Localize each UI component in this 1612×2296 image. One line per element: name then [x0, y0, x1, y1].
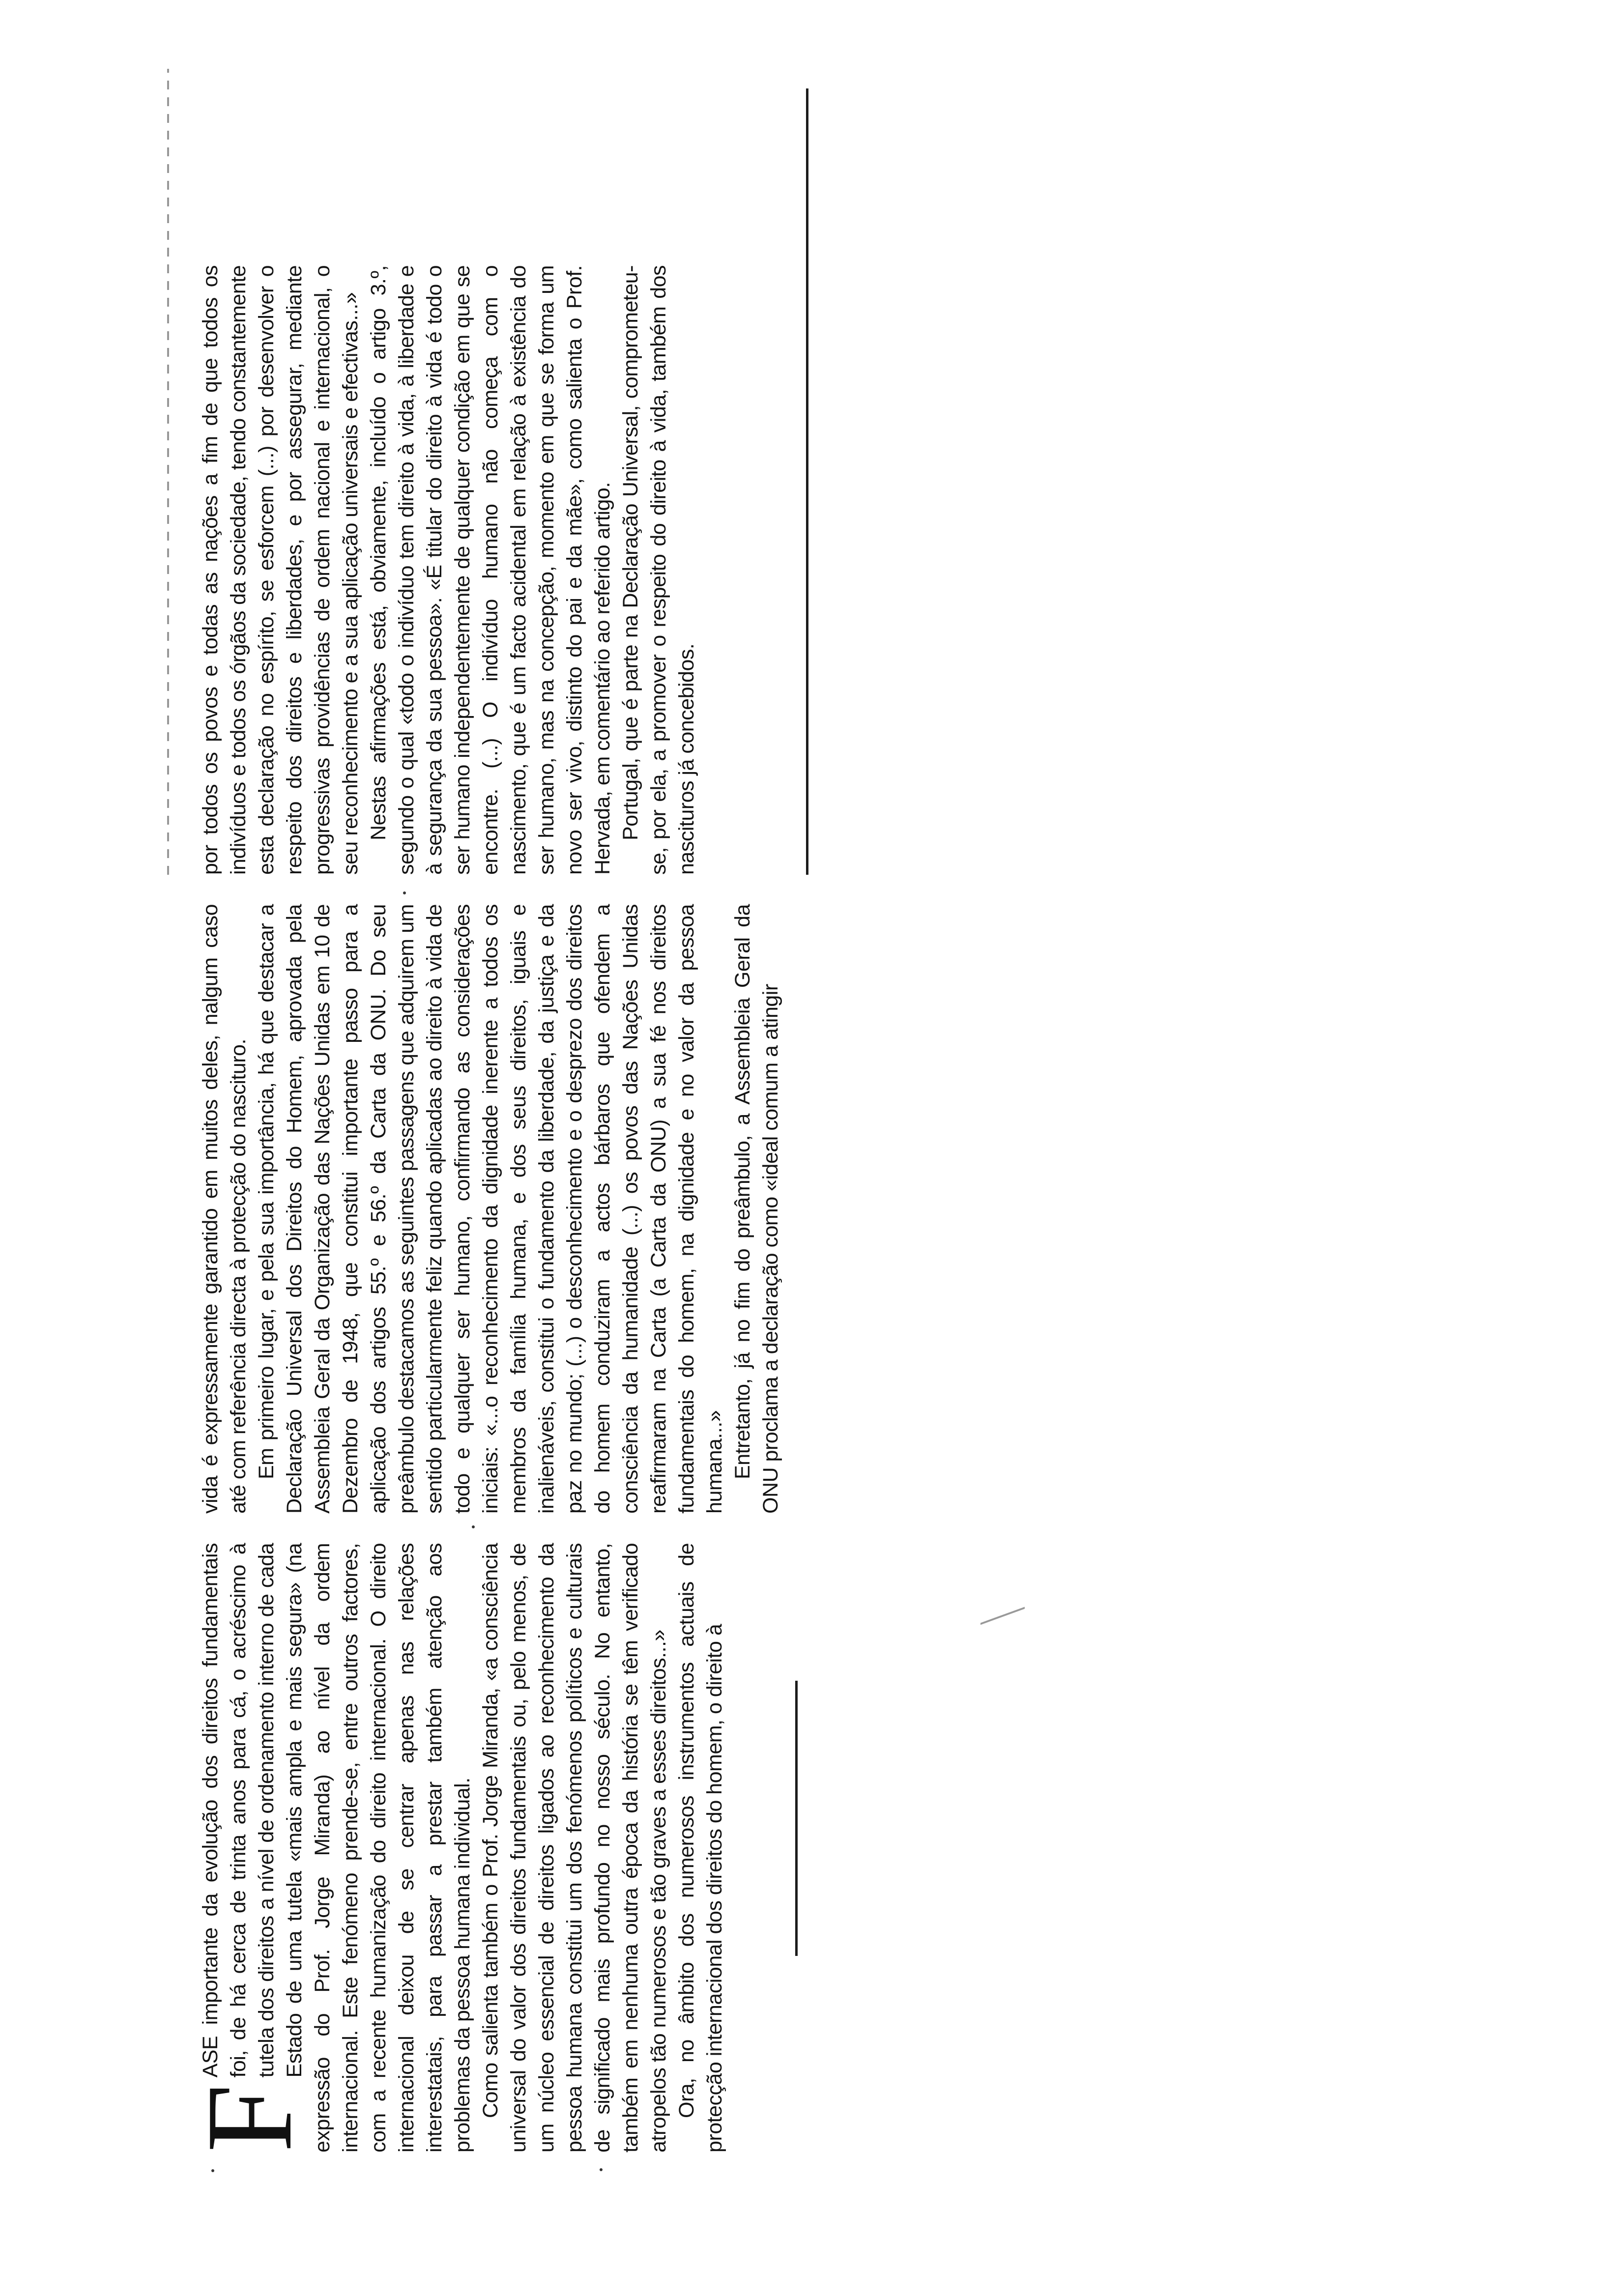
newspaper-clipping [181, 59, 835, 2152]
paragraph [181, 1543, 477, 2152]
paragraph: por todos os povos e todas as nações a fim de que todos os indivíduos e todos os órgãos da sociedade, tendo constantemente esta declaração no espírito, se esforcem (...) por desenvolver o respeito dos direitos e liberdades, e por assegurar, mediante progressivas providências de ordem nacional e internacional, o seu reconhecimento e a sua aplicação universais e efectivas...» [199, 265, 362, 875]
column-divider-rule [795, 1681, 798, 1956]
scan-speck [600, 2168, 603, 2171]
paragraph: vida é expressamente garantido em muitos deles, nalgum caso até com referência directa à protecção do nascituro. [199, 904, 250, 1514]
drop-cap: F [181, 2084, 317, 2152]
article-column-3 [197, 265, 701, 875]
scan-speck [472, 1525, 475, 1528]
paragraph-text: ASE importante da evolução dos direitos fundamentais foi, de há cerca de trinta anos para cá, o acréscimo à tutela dos direitos a nível de ordenamento interno de cada Estado de uma tutela «mais ampla e mais segura» (na expressão do Prof. Jorge Miranda) ao nível da ordem internacional. Este fenómeno prende-se, entre outros factores, com a recente humanização do direito internacional. O direito internacional deixou de se centrar apenas nas relações interestatais, para passar a prestar também atenção aos problemas da pessoa humana individual. [199, 1543, 474, 2152]
paragraph: Ora, no âmbito dos numerosos instrumentos actuais de protecção internacional dos direitos do homem, o direito à [675, 1543, 726, 2152]
paragraph: Nestas afirmações está, obviamente, incluído o artigo 3.º, segundo o qual «todo o indivíduo tem direito à vida, à liberdade e à segurança da sua pessoa». «É titular do direito à vida é todo o ser humano independentemente de qualquer condição em que se encontre. (...) O indivíduo humano não começa com o nascimento, que é um facto acidental em relação à existência do ser humano, mas na concepção, momento em que se forma um novo ser vivo, distinto do pai e da mãe», como salienta o Prof. Hervada, em comentário ao referido artigo. [367, 265, 614, 875]
scan-speck [403, 891, 406, 894]
paragraph: Em primeiro lugar, e pela sua importância, há que destacar a Declaração Universal dos Direitos do Homem, aprovada pela Assembleia Geral da Organização das Nações Unidas em 10 de Dezembro de 1948, que constitui importante passo para a aplicação dos artigos 55.º e 56.º da Carta da ONU. Do seu preâmbulo destacamos as seguintes passagens que adquirem um sentido particularmente feliz quando aplicadas ao direito à vida de todo e qualquer ser humano, confirmando as considerações iniciais: «...o reconhecimento da dignidade inerente a todos os membros da família humana, e dos seus direitos, iguais e inalienáveis, constitui o fundamento da liberdade, da justiça e da paz no mundo; (...) o desconhecimento e o desprezo dos direitos do homem conduziram a actos bárbaros que ofendem a consciência da humanidade (...) os povos das Nações Unidas reafirmaram na Carta (a Carta da ONU) a sua fé nos direitos fundamentais do homem, na dignidade e no valor da pessoa humana...» [255, 904, 726, 1514]
paragraph: Como salienta também o Prof. Jorge Miranda, «a consciência universal do valor dos direitos fundamentais ou, pelo menos, de um núcleo essencial de direitos ligados ao reconhecimento da pessoa humana constitui um dos fenómenos políticos e culturais de significado mais profundo no nosso século. No entanto, também em nenhuma outra época da história se têm verificado atropelos tão numerosos e tão graves a esses direitos...» [479, 1543, 670, 2152]
article-column-2 [197, 904, 785, 1514]
scan-mark [980, 1568, 1025, 1625]
scan-speck [211, 2169, 214, 2172]
article-column-1 [181, 1543, 729, 2152]
paragraph: Entretanto, já no fim do preâmbulo, a Assembleia Geral da ONU proclama a declaração como «ideal comum a atingir [731, 904, 782, 1514]
torn-edge-mark [167, 69, 169, 875]
column-divider-rule [806, 88, 808, 875]
paragraph: Portugal, que é parte na Declaração Universal, comprometeu-se, por ela, a promover o respeito do direito à vida, também dos nascituros já concebidos. [619, 265, 698, 875]
